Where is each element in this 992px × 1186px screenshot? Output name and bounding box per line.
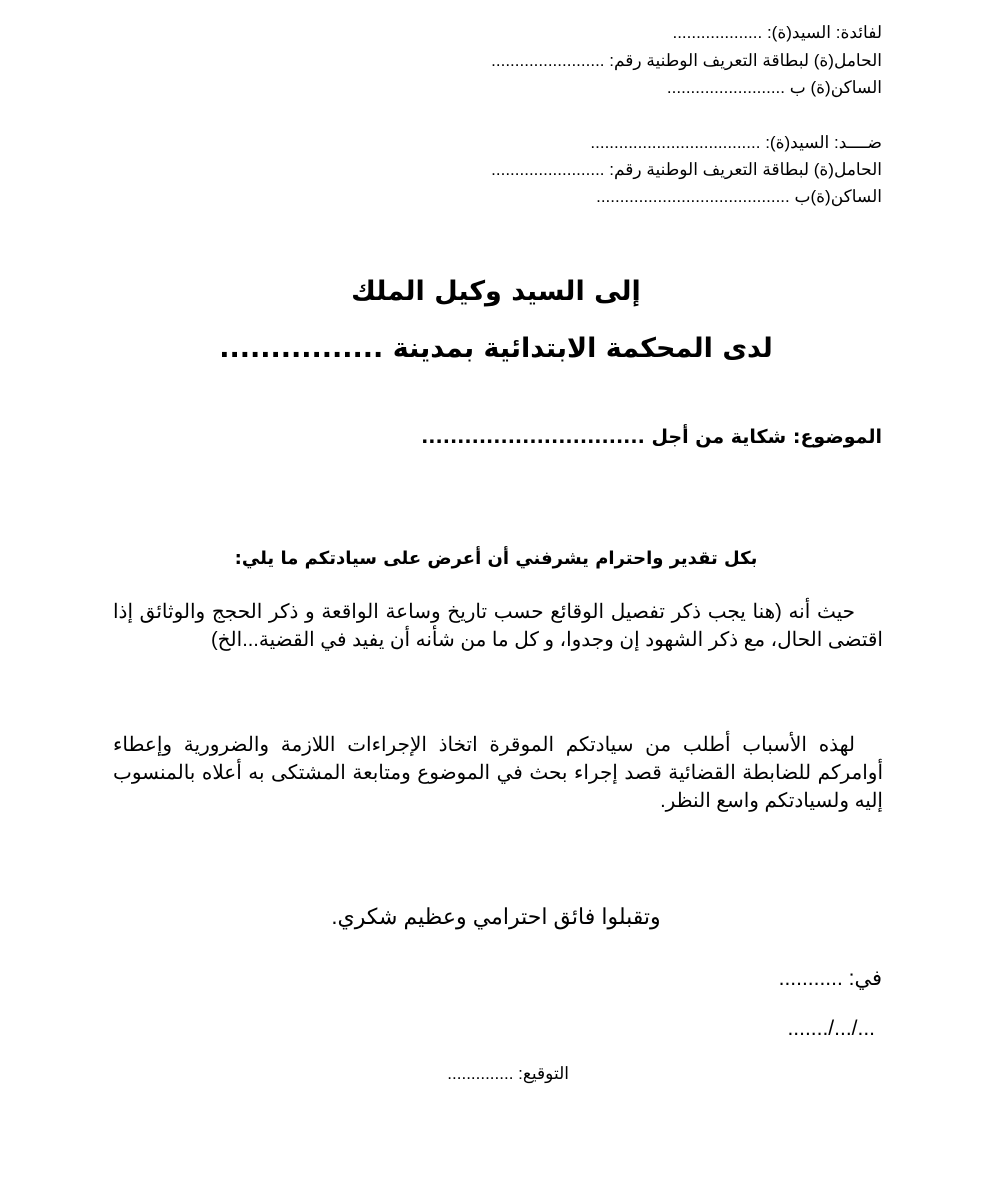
request-paragraph-text: لهذه الأسباب أطلب من سيادتكم الموقرة اتخاذ الإجراءات اللازمة والضرورية وإعطاء أوامركم للضابطة القضائية قصد إجراء بحث في الموضوع ومتابعة المشتكى به أعلاه بالمنسوب إليه ولسيادتكم واسع النظر. [113,734,883,812]
recipient-court: لدى المحكمة الابتدائية بمدينة ................ [219,333,773,364]
plaintiff-id-dots: ........................ [491,51,605,70]
intro-line: بكل تقدير واحترام يشرفني أن أعرض على سيادتكم ما يلي: [234,548,758,569]
facts-paragraph [113,598,883,654]
plaintiff-name-dots: ................... [672,23,763,42]
place-line: في: ........... [778,967,882,990]
plaintiff-address-line [667,77,882,99]
plaintiff-id-line [491,50,882,72]
defendant-address-dots: ......................................... [596,187,790,206]
defendant-id-dots: ........................ [491,160,605,179]
defendant-name-label: ضــــد: السيد(ة): [765,133,882,152]
plaintiff-address-label: الساكن(ة) ب [789,78,882,97]
closing-line: وتقبلوا فائق احترامي وعظيم شكري. [331,904,661,929]
defendant-name-dots: .................................... [590,133,761,152]
defendant-address-label: الساكن(ة)ب [794,187,882,206]
request-paragraph [113,731,883,815]
date-line: ......./.../... [787,1017,875,1040]
defendant-name-line [590,132,882,154]
defendant-address-line [596,186,882,208]
plaintiff-address-dots: ......................... [666,78,786,97]
subject-line: الموضوع: شكاية من أجل ............................... [421,426,882,448]
recipient-title: إلى السيد وكيل الملك [351,276,641,307]
signature-line: التوقيع: .............. [447,1064,569,1083]
facts-paragraph-text: حيث أنه (هنا يجب ذكر تفصيل الوقائع حسب تاريخ وساعة الواقعة و ذكر الحجج والوثائق إذا اقتضى الحال، مع ذكر الشهود إن وجدوا، و كل ما من شأنه أن يفيد في القضية...الخ) [113,601,883,651]
plaintiff-id-label: الحامل(ة) لبطاقة التعريف الوطنية رقم: [609,51,882,70]
plaintiff-name-line [672,22,882,44]
defendant-id-line [491,159,882,181]
defendant-id-label: الحامل(ة) لبطاقة التعريف الوطنية رقم: [609,160,882,179]
plaintiff-name-label: لفائدة: السيد(ة): [766,23,882,42]
